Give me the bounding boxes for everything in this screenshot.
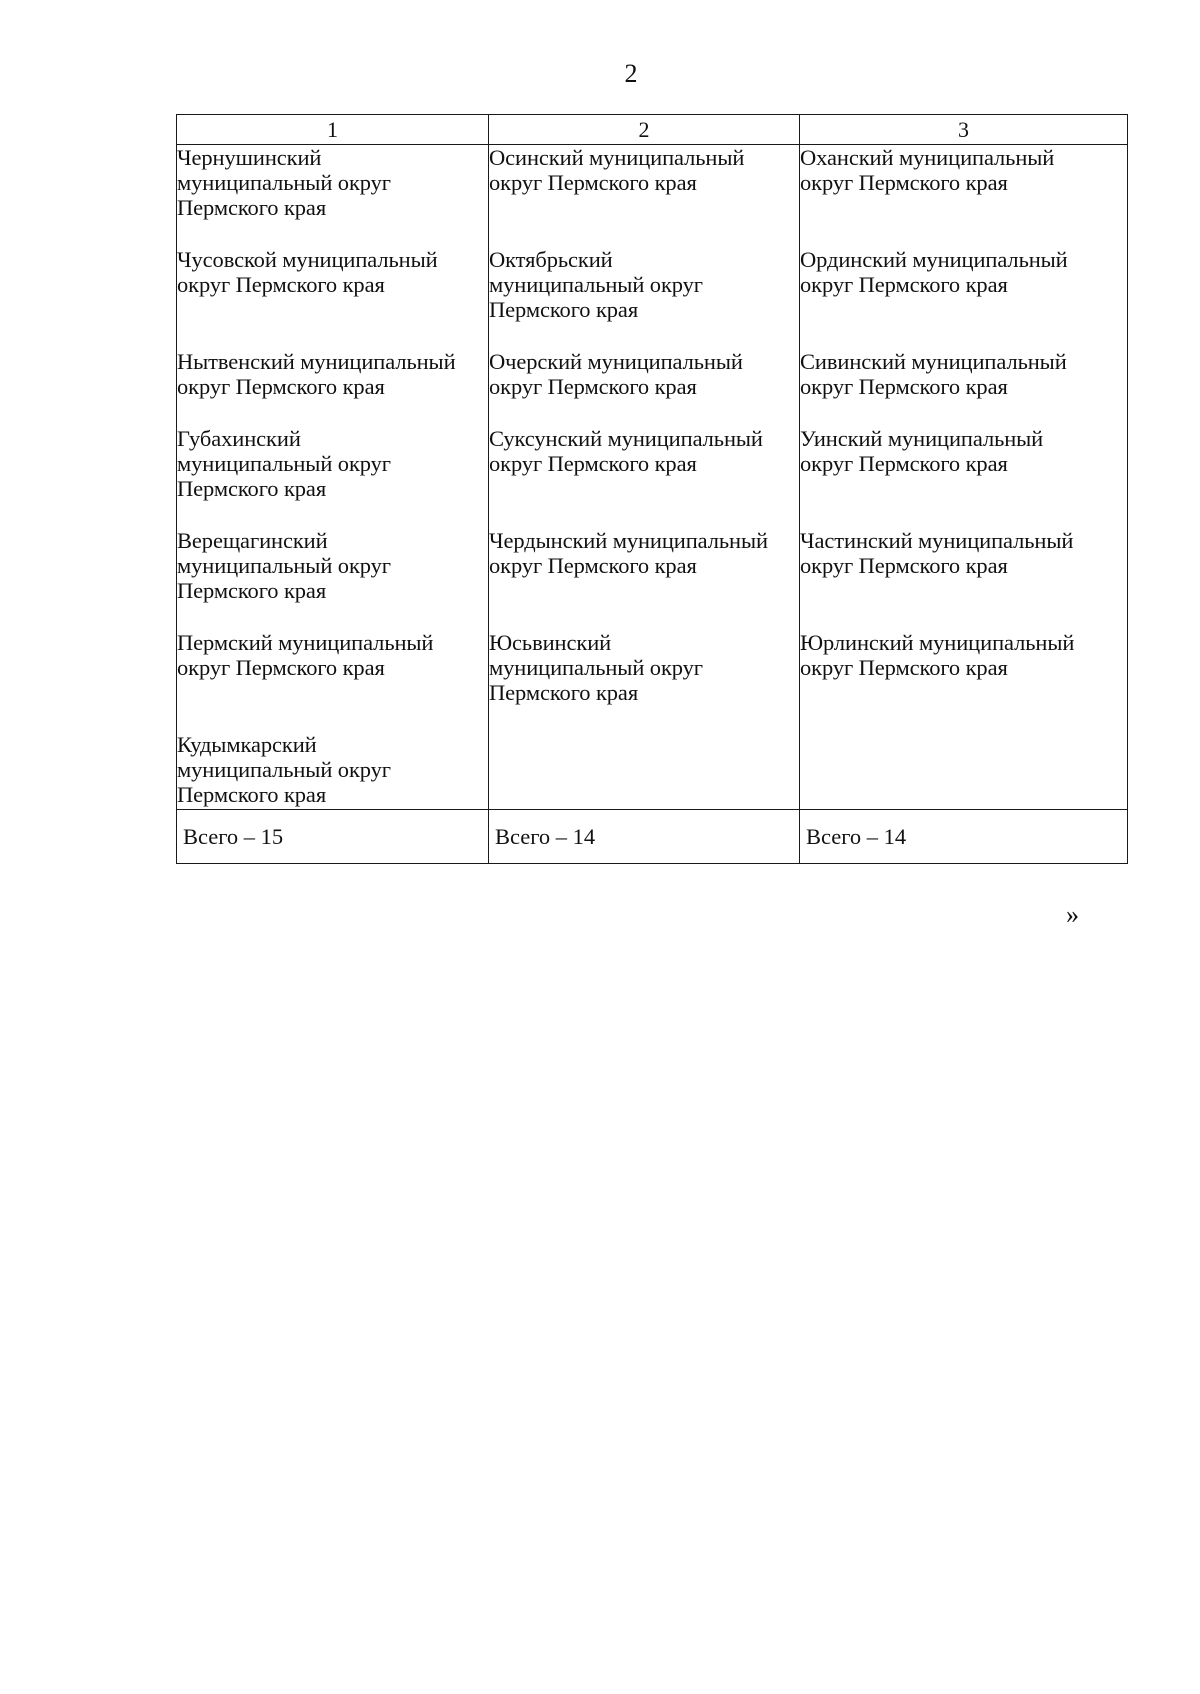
municipal-districts-table [176, 114, 1128, 864]
column-header-1: 1 [177, 115, 489, 145]
column-3-districts [800, 145, 1128, 810]
district-entry: Осинский муниципальный округ Пермского края [489, 145, 745, 195]
district-entry: Чернушинский муниципальный округ Пермского края [177, 145, 391, 220]
district-entry: Уинский муниципальный округ Пермского края [800, 426, 1044, 476]
district-entry: Частинский муниципальный округ Пермского края [800, 528, 1074, 578]
column-1-total: Всего – 15 [177, 810, 489, 864]
district-entry: Ординский муниципальный округ Пермского края [800, 247, 1068, 297]
column-1-districts [177, 145, 489, 810]
page-number: 2 [624, 59, 638, 88]
closing-quote-mark: » [1066, 900, 1079, 929]
district-entry: Чердынский муниципальный округ Пермского края [489, 528, 768, 578]
column-2-total: Всего – 14 [489, 810, 800, 864]
column-header-3: 3 [800, 115, 1128, 145]
district-entry: Сивинский муниципальный округ Пермского края [800, 349, 1067, 399]
totals-row [177, 810, 1128, 864]
district-entry: Кудымкарский муниципальный округ Пермского края [177, 732, 391, 807]
column-3-total: Всего – 14 [800, 810, 1128, 864]
districts-row [177, 145, 1128, 810]
district-entry: Оханский муниципальный округ Пермского края [800, 145, 1055, 195]
column-header-2: 2 [489, 115, 800, 145]
district-entry: Юрлинский муниципальный округ Пермского края [800, 630, 1075, 680]
district-entry: Юсьвинский муниципальный округ Пермского края [489, 630, 703, 705]
column-2-districts [489, 145, 800, 810]
table-header [177, 115, 1128, 145]
district-entry: Губахинский муниципальный округ Пермского края [177, 426, 391, 501]
district-entry: Верещагинский муниципальный округ Пермского края [177, 528, 391, 603]
district-entry: Октябрьский муниципальный округ Пермского края [489, 247, 703, 322]
district-entry: Нытвенский муниципальный округ Пермского края [177, 349, 456, 399]
district-entry: Пермский муниципальный округ Пермского края [177, 630, 434, 680]
district-entry: Очерский муниципальный округ Пермского края [489, 349, 743, 399]
district-entry: Чусовской муниципальный округ Пермского края [177, 247, 438, 297]
district-entry: Суксунский муниципальный округ Пермского края [489, 426, 763, 476]
header-row [177, 115, 1128, 145]
